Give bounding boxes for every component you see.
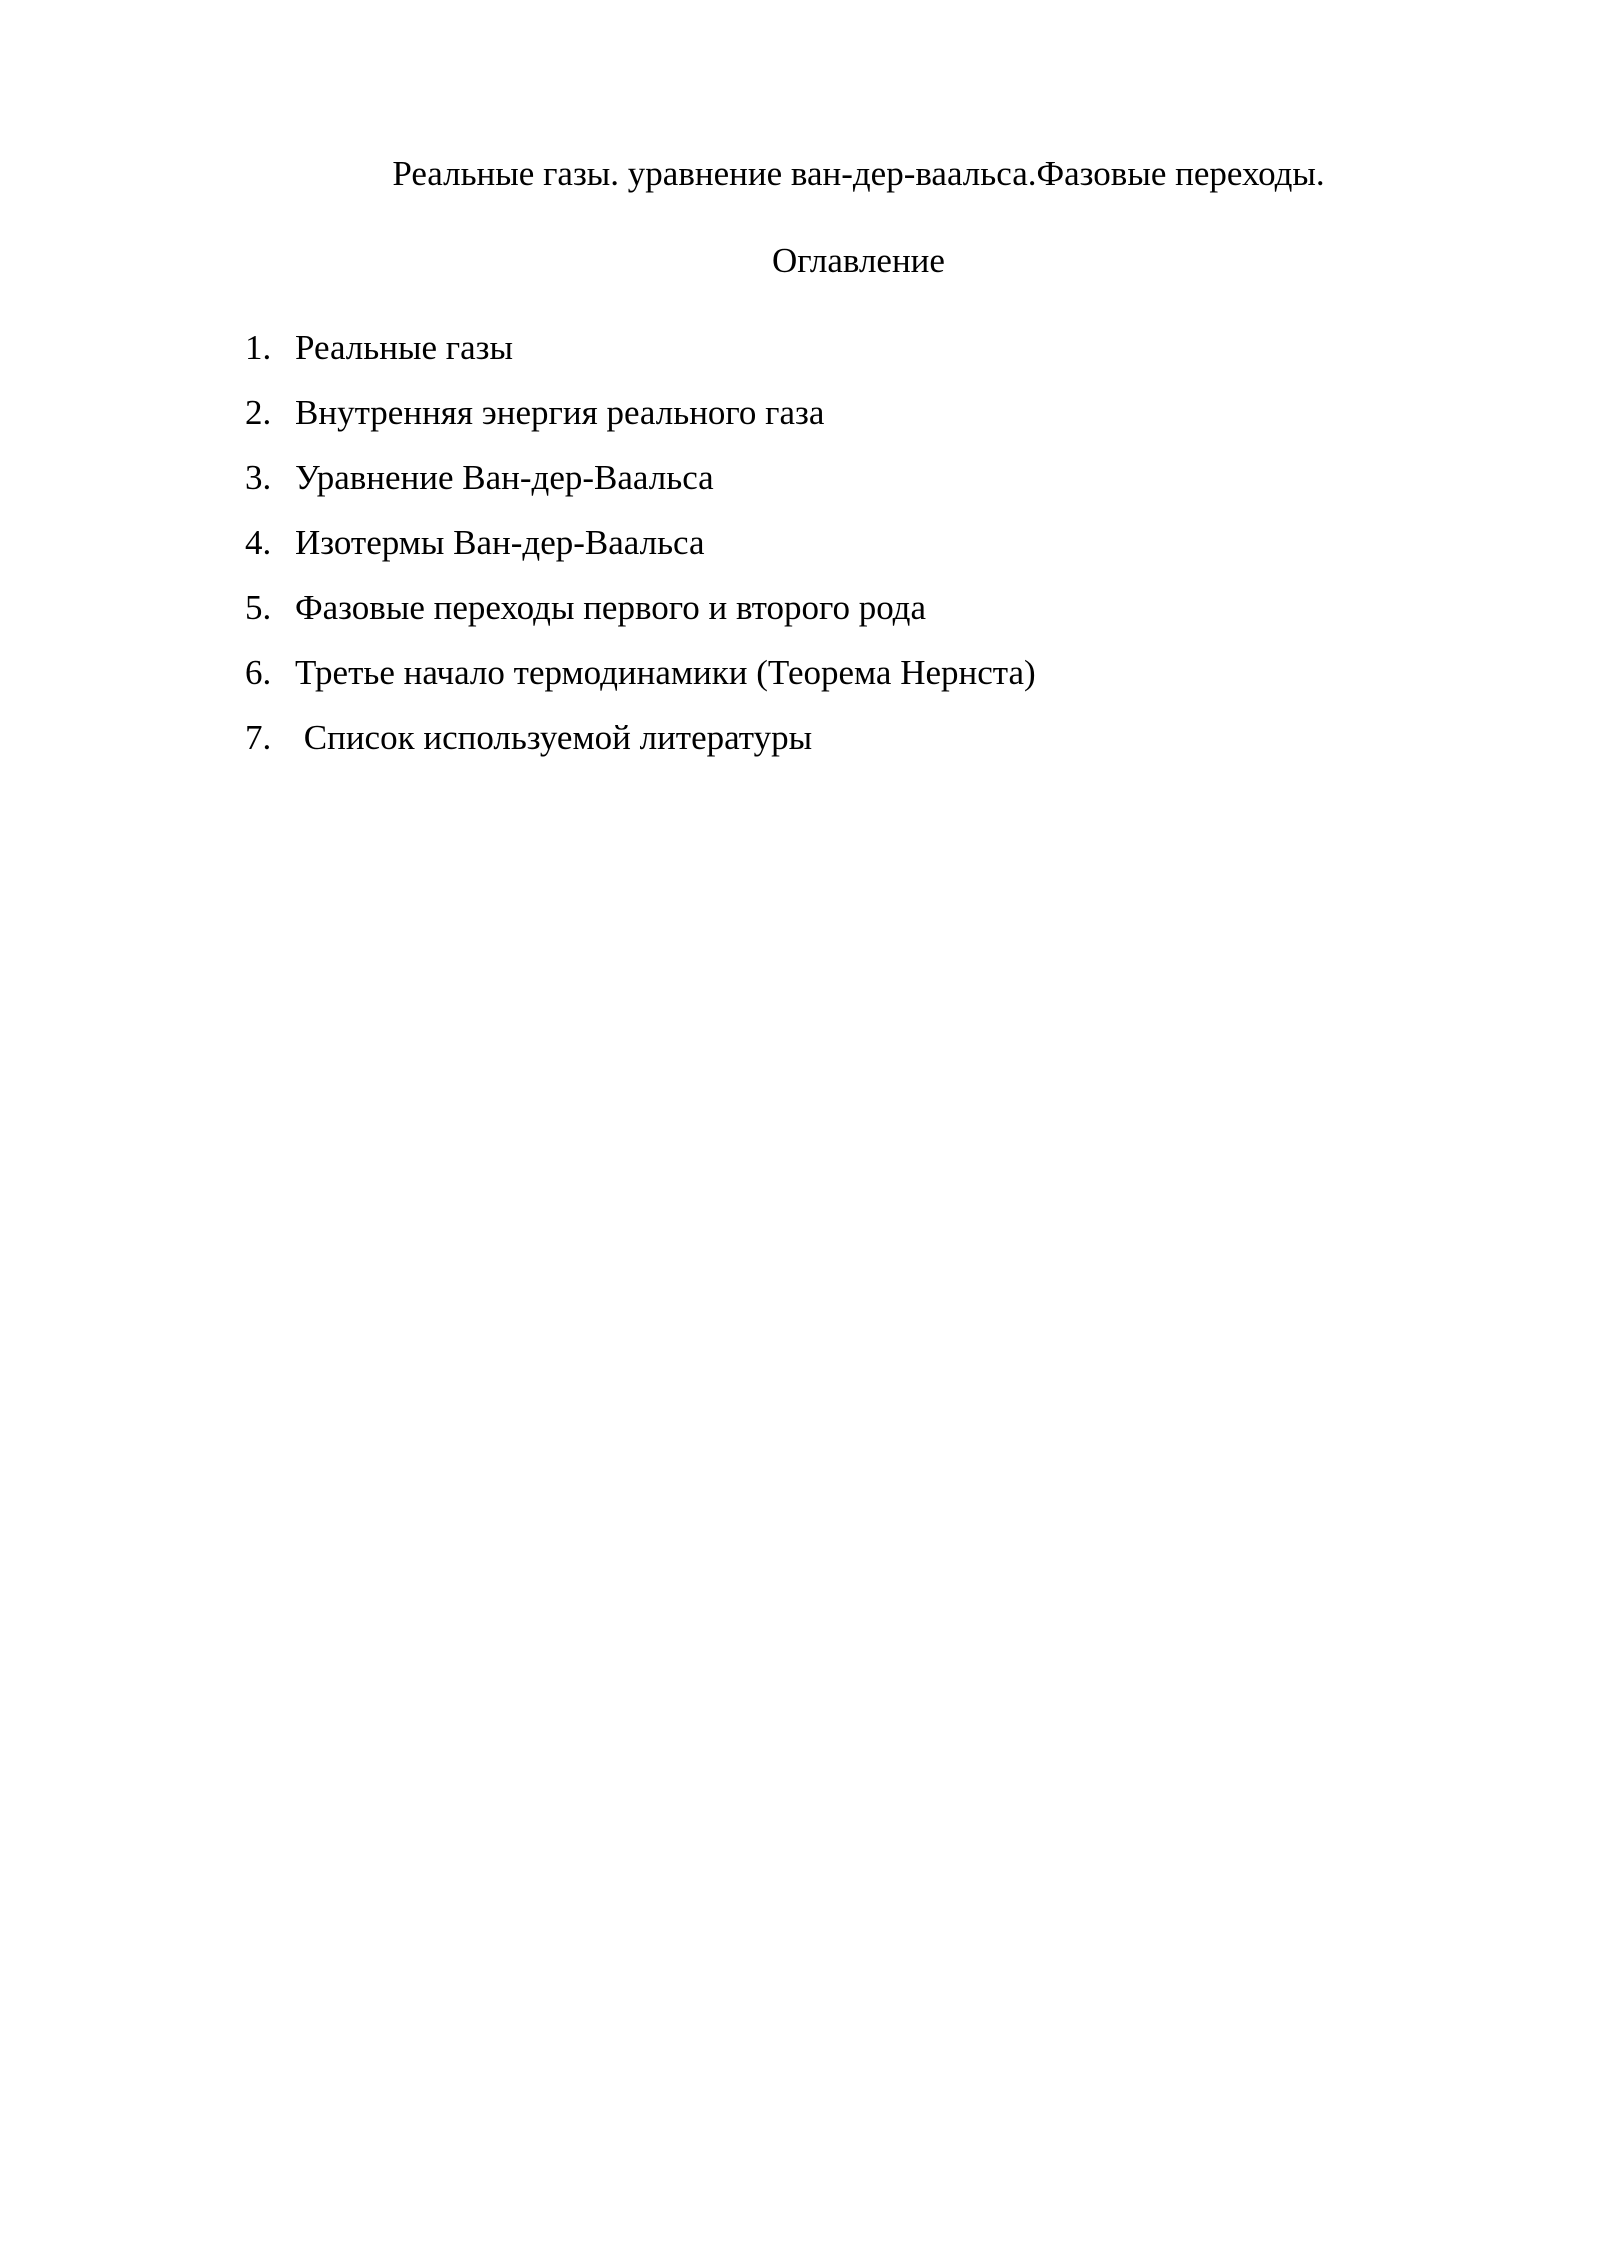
toc-item-text: Фазовые переходы первого и второго рода bbox=[295, 588, 927, 627]
toc-item-number: 2. bbox=[245, 393, 272, 432]
toc-item-text: Список используемой литературы bbox=[295, 718, 813, 757]
toc-item-number: 5. bbox=[245, 588, 272, 627]
toc-heading: Оглавление bbox=[772, 241, 945, 280]
document-title: Реальные газы. уравнение ван-дер-ваальса.Фазовые переходы. bbox=[392, 154, 1325, 193]
toc-item-text: Третье начало термодинамики (Теорема Нернста) bbox=[295, 653, 1036, 692]
toc-item-number: 4. bbox=[245, 523, 272, 562]
toc-item-text: Уравнение Ван-дер-Ваальса bbox=[295, 458, 714, 497]
toc-item-number: 6. bbox=[245, 653, 272, 692]
toc-item-text: Внутренняя энергия реального газа bbox=[295, 393, 825, 432]
toc-item-text: Реальные газы bbox=[295, 328, 513, 367]
toc-item-number: 3. bbox=[245, 458, 272, 497]
toc-item-number: 7. bbox=[245, 718, 272, 757]
toc-item-text: Изотермы Ван-дер-Ваальса bbox=[295, 523, 705, 562]
toc-item-number: 1. bbox=[245, 328, 272, 367]
